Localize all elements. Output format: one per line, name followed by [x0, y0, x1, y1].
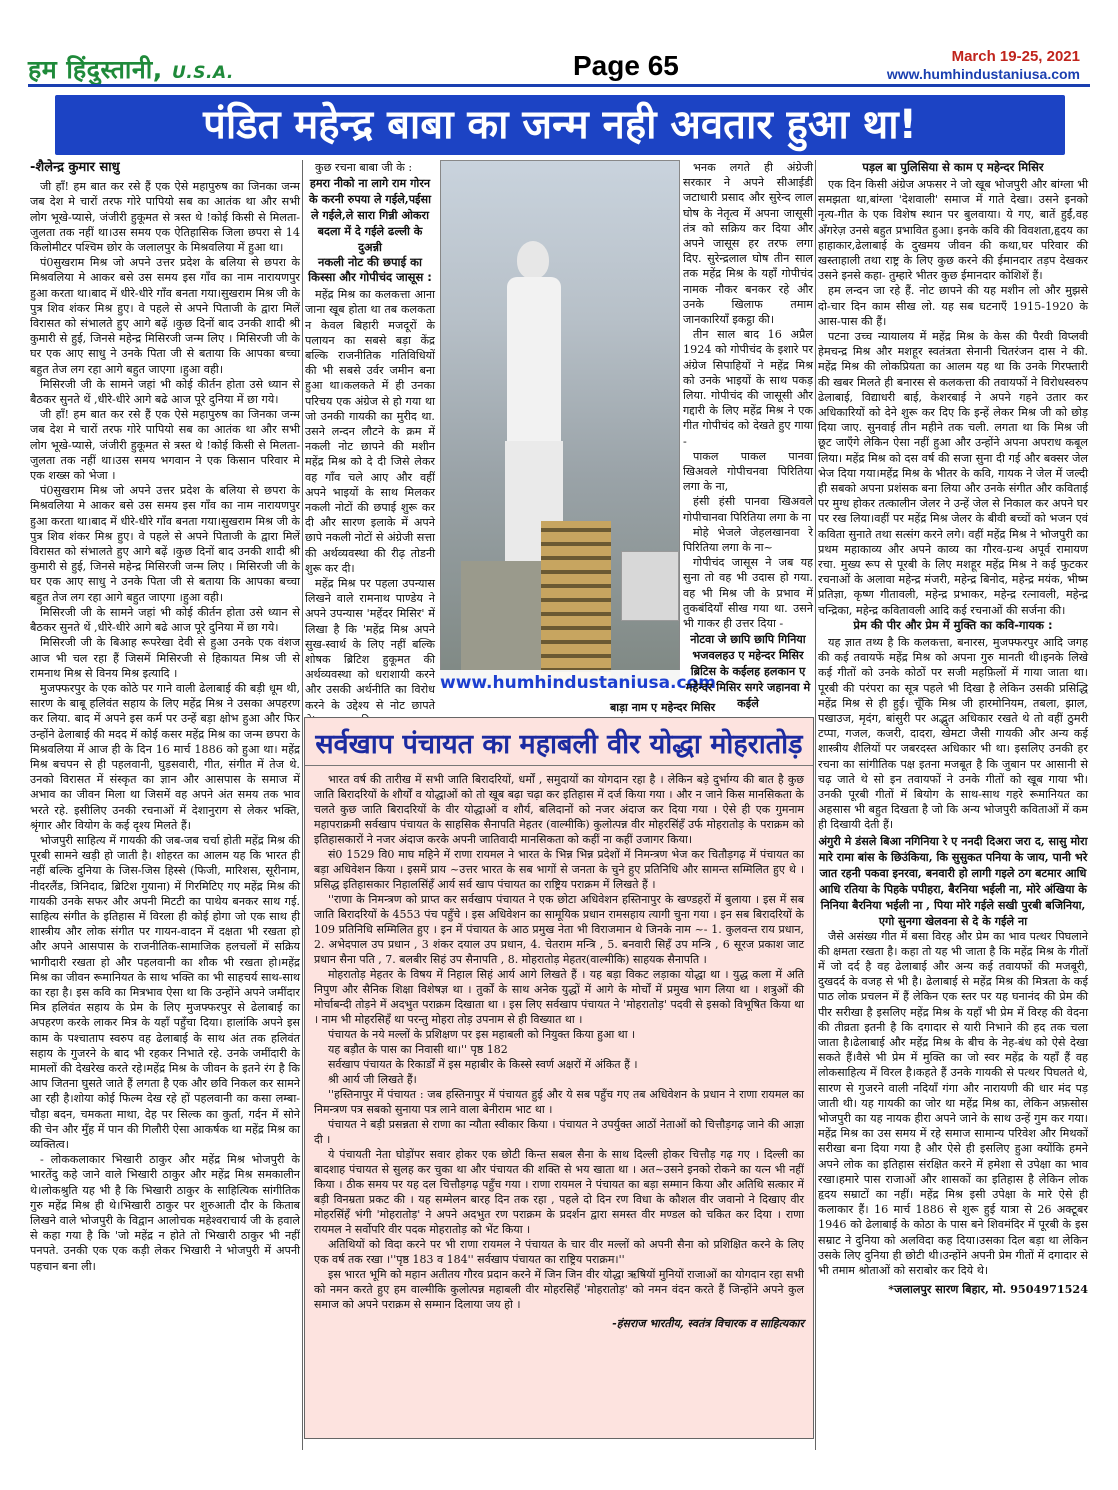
paragraph: इस भारत भूमि को महान अतीतय गौरव प्रदान करने में जिन जिन वीर योद्धा ऋषियों मुनियों राजाओं का योगदान रहा सभी को नमन करते हुए हम वाल्मीकि कुलोत्पन्न महाबली वीर मोहरसिहँ 'मोहरातोड़' को नमन वंदन करते हैं जिन्होंने अपने कुल समाज को अपने पराक्रम से सम्मान दिलाया जय हो ।	[314, 1268, 804, 1311]
paragraph: मोहे भेजले जेहलखानवा रे पिरितिया लगा के ना~	[683, 525, 813, 555]
photo-website-watermark: www.humhindustaniusa.com	[440, 670, 680, 696]
signboard	[621, 551, 679, 621]
paragraph: मुजफ्फरपुर के एक कोठे पर गाने वाली ढेलाबाई की बड़ी धूम थी, सारण के बाबू हलिवंत सहाय के लिए महेंद्र मिश्र ने उसका अपहरण कर लिया. बाद में अपने इस कर्म पर उन्हें बड़ा क्षोभ हुआ और फिर उन्होंने ढेलाबाई की मदद में कोई कसर महेंद्र मिश्र का जन्म छपरा के मिश्रवलिया में आज ही के दिन 16 मार्च 1886 को हुआ था। महेंद्र मिश्र बचपन से ही पहलवानी, घुड़सवारी, गीत, संगीत में तेज थे. उनको विरासत में संस्कृत का ज्ञान और आसपास के समाज में अभाव का जीवन मिला था जिसमें वह अपने अंत समय तक भाव भरते रहे. इसीलिए उनकी रचनाओं में देशानुराग से लेकर भक्ति, श्रृंगार और वियोग के कई दृश्य मिलते हैं।	[30, 681, 300, 832]
paragraph: पंचायत के नये मल्लों के प्रशिक्षण पर इस महाबली को नियुक्त किया हुआ था ।	[328, 1028, 636, 1041]
boxed-article	[304, 717, 814, 1439]
paragraph: भारत वर्ष की तारीख में सभी जाति बिरादरियों, धर्मों , समुदायों का योगदान रहा है । लेकिन बड़े दुर्भाग्य की बात है कुछ जाति बिरादरियों के शौर्यों व योद्धाओं को तो खूब बढ़ा चढ़ा कर इतिहास में दर्ज किया गया । और न जाने किस मानसिकता के चलते कुछ जाति बिरादरियों के वीर योद्धाओं व शौर्य, बलिदानों को नजर अंदाज कर दिया गया । ऐसे ही एक गुमनाम महापराक्रमी सर्वखाप पंचायत के साहसिक सैनापति मेहतर (वाल्मीकि) कुलोत्पन्न वीर मोहरसिंहँ उर्फ मोहरातोड़ के पराक्रम को इतिहासकारों ने नजर अंदाज करके अपनी जातिवादी मानसिकता को कहीं ना कहीं उजागर किया।	[314, 773, 804, 846]
paragraph: पंचायत ने बड़ी प्रसन्नता से राणा का न्यौता स्वीकार किया । पंचायत ने उपर्युक्त आठों नेताओं को चित्तौड़गढ़ जाने की आज्ञा दी ।	[314, 1118, 804, 1146]
column-divider	[302, 160, 303, 1450]
issue-date: March 19-25, 2021	[951, 48, 1080, 65]
article-column-2	[305, 160, 435, 712]
brand-suffix: U.S.A.	[171, 63, 234, 83]
caption-line	[305, 700, 813, 715]
poem-excerpt: अंगुरी मे डंसले बिआ नगिनिया रे ए ननदी दिअरा जरा द, सासु मोरा मारे रामा बांस के छिउंकिया, कि सुसुकत पनिया के जाय, पानी भरे जात रहनी पकवा इनरवा, बनवारी हो लागी गइले ठग बटमार आधि आधि रतिया के पिहके पपीहरा, बैरनिया भईली ना, मोरे अंखिया के निनिया बैरनिया भईली ना , पिया मोरे गईले सखी पुरबी बजिनिया, एगो सुनगा खेलवना से दे के गईले ना	[818, 833, 1088, 928]
paragraph: पं0सुखराम मिश्र जो अपने उत्तर प्रदेश के बलिया से छपरा के मिश्रवलिया मे आकर बसे उस समय इस गाँव का नाम नारायणपुर हुआ करता था।बाद में धीरे-धीरे गाँव बनता गया।सुखराम मिश्र जी के पुत्र शिव शंकर मिश्र हुए। वे पहले से अपने पिताजी के द्वारा मिलें विरासत को संभालते हुए आगे बढ़ें ।कुछ दिनों बाद उनकी शादी श्री कुमारी से हुई, जिनसे महेन्द्र मिसिरजी जन्म लिए । मिसिरजी जी के घर एक आए साधु ने उनके पिता जी से बताया कि आपका बच्चा बहुत तेज लग रहा आगे बहुत जाएगा ।हुआ वही।	[30, 256, 300, 376]
paragraph: ''राणा के निमन्त्रण को प्राप्त कर सर्वखाप पंचायत ने एक छोटा अधिवेशन हस्तिनापुर के खण्डहरों में बुलाया । इस में सब जाति बिरादरियों के 4553 पंच पहुँचे । इस अधिवेशन का सामूयिक प्रधान रामसहाय त्यागी चुना गया । इन सब बिरादरियों के 109 प्रतिनिधि सम्मिलित हुए । इन में पंचायत के आठ प्रमुख नेता भी विराजमान थे जिनके नाम ~- 1. कुलवन्त राय प्रधान, 2. अभेदपाल उप प्रधान , 3 शंकर दयाल उप प्रधान, 4. चेतराम मन्त्रि , 5. बनवारी सिहँ उप मन्त्रि , 6 सूरज प्रकाश जाट प्रधान सैना पति , 7. बलबीर सिहं उप सैनापति , 8. मोहरातोड़ मेहतर(वाल्मीकि) साहयक सैनापति ।	[314, 893, 804, 966]
article-column-3	[683, 160, 813, 711]
paragraph: तीन साल बाद 16 अप्रैल 1924 को गोपीचंद के इशारे पर अंग्रेज सिपाहियों ने महेंद्र मिश्र को उनके भाइयों के साथ पकड़ लिया. गोपीचंद की जासूसी और गद्दारी के लिए महेंद्र मिश्र ने एक गीत गोपीचंद को देखते हुए गाया -	[683, 328, 813, 448]
paragraph: यह बड़ौत के पास का निवासी था।'' पृष्ठ 182	[328, 1043, 508, 1056]
section-subheading: पड़ल बा पुलिसिया से काम ए महेन्दर मिसिर	[862, 160, 1044, 174]
paragraph: सं0 1529 वि0 माघ महिने में राणा रायमल ने भारत के भिन्न भिन्न प्रदेशों में निमन्त्रण भेज कर चितौड़गढ़ में पंचायत का बड़ा अधिवेशन किया । इसमें प्राय ~उत्तर भारत के सब भागों से जनता के चुने हुए प्रतिनिधि और सामन्त सम्मिलित हुए थे । प्रसिद्ध इतिहासकार निहालसिंहँ आर्य सर्व खाप पंचायत का राष्ट्रिय पराक्रम में लिखते हैं ।	[314, 848, 804, 891]
masthead-rule	[28, 84, 1090, 87]
section-subheading: नकली नोट की छपाई का किस्सा और गोपीचंद जासूस :	[308, 255, 432, 285]
paragraph: जी हाँ! हम बात कर रसे हैं एक ऐसे महापुरुष का जिनका जन्म जब देश मे चारों तरफ गोरे पापियो सब का आतंक था और सभी लोग भूखे-प्यासे, जंजीरी हुकूमत से त्रस्त थे !कोई किसी से मिलता-जुलता तक नहीं था।उस समय एक ऐतिहासिक जिला छपरा से 14 किलोमीटर पश्चिम छोर के जलालपुर के मिश्रवलिया में हुआ था।	[30, 180, 300, 255]
masthead	[28, 48, 1088, 88]
paragraph: मिसिरजी जी के बिआह रूपरेखा देवी से हुआ उनके एक वंशज आज भी चल रहा हैं जिसमें मिसिरजी से हिकायत मिश्र जी से रामनाथ मिश्र से विनय मिश्र इत्यादि ।	[30, 636, 300, 680]
paragraph: मोहरातोड़ मेहतर के विषय में निहाल सिहं आर्य आगे लिखते हैं । यह बड़ा विकट लड़ाका योद्धा था । युद्ध कला में अति निपुण और सैनिक शिक्षा विशेषज्ञ था । तुर्कों के साथ अनेक युद्धों में आगे के मोर्चों में प्रमुख भाग लिया था । शत्रुओं की मोर्चाबन्दी तोड़ने में अदभुत पराक्रम दिखाता था । इस लिए सर्वखाप पंचायत ने 'मोहरातोड़' पदवी से इसको विभूषित किया था । नाम भी मोहरसिहँ था परन्तु मोहरा तोड़ उपनाम से ही विख्यात था ।	[314, 968, 804, 1026]
paragraph: हंसी हंसी पानवा खिअवले गोपीचानवा पिरितिया लगा के ना	[683, 495, 813, 524]
paragraph: एक दिन किसी अंग्रेज अफसर ने जो खूब भोजपुरी और बांग्ला भी समझता था,बांग्ला 'देशवाली' समाज में गाते देखा। उसने इनको नृत्य-गीत के एक विशेष स्थान पर बुलवाया। ये गए, बातें हुईं,वह अँगरेज़ उनसे बहुत प्रभावित हुआ। इनके कवि की विवशता,हृदय का हाहाकार,ढेलाबाई के दुखमय जीवन की कथा,घर परिवार की खस्ताहाली तथा राष्ट्र के लिए कुछ करने की ईमानदार तड़प देखकर उसने इनसे कहा- तुम्हारे भीतर कुछ ईमानदार कोशिशें हैं।	[818, 178, 1088, 283]
paragraph: पाकल पाकल पानवा खिअवले गोपीचनवा पिरितिया लगा के ना,	[683, 449, 813, 494]
paragraph: - लोककलाकार भिखारी ठाकुर और महेंद्र मिश्र भोजपुरी के भारतेंदु कहे जाने वाले भिखारी ठाकुर और महेंद्र मिश्र समकालीन थे।लोकश्रुति यह भी है कि भिखारी ठाकुर के साहित्यिक सांगीतिक गुरु महेंद्र मिश्र ही थे।भिखारी ठाकुर पर शुरुआती दौर के किताब लिखने वाले भोजपुरी के विद्वान आलोचक महेश्वराचार्य जी के हवाले से कहा गया है कि 'जो महेंद्र न होते तो भिखारी ठाकुर भी नहीं पनपते. उनकी एक एक कड़ी लेकर भिखारी ने भोजपुरी में अपनी पहचान बना ली।	[30, 1153, 300, 1273]
brand-logo	[28, 52, 234, 86]
article-column-4	[818, 160, 1088, 1450]
page-headline: पंडित महेन्द्र बाबा का जन्म नही अवतार हुआ था!	[203, 102, 917, 148]
section-subheading: प्रेम की पीर और प्रेम में मुक्ति का कवि-गायक :	[853, 617, 1053, 632]
paragraph: गोपीचंद जासूस ने जब यह सुना तो वह भी उदास हो गया. वह भी मिश्र जी के प्रभाव में तुकबंदियाँ सीख गया था. उसने भी गाकर ही उत्तर दिया -	[683, 556, 813, 631]
paragraph: महेंद्र मिश्र पर पहला उपन्यास लिखने वाले रामनाथ पाण्डेय ने अपने उपन्यास 'महेंदर मिसिर' में लिखा है कि 'महेंद्र मिश्र अपने सुख-स्वार्थ के लिए नहीं बल्कि शोषक ब्रिटिश हुकूमत की अर्थव्यवस्था को धराशायी करने और उसकी अर्थनीति का विरोध करने के उद्देश्य से नोट छापते	[305, 577, 435, 712]
paragraph: महेंद्र मिश्र का कलकत्ता आना जाना खूब होता था तब कलकता न केवल बिहारी मजदूरों के पलायन का सबसे बड़ा केंद्र बल्कि राजनीतिक गतिविधियों की भी सबसे उर्वर जमीन बना हुआ था।कलकते में ही उनका परिचय एक अंग्रेज से हो गया था जो उनकी गायकी का मुरीद था. उसने लन्दन लौटने के क्रम में नकली नोट छापने की मशीन महेंद्र मिश्र को दे दी जिसे लेकर वह गाँव चले आए और वहीं अपने भाइयों के साथ मिलकर नकली नोटों की छपाई शुरू कर दी और सारण इलाके में अपने छापे नकली नोटों से अंग्रेजी सत्ता की अर्थव्यवस्था की रीढ़ तोडनी शुरू कर दी।	[305, 288, 435, 575]
article-column-1	[30, 160, 300, 1450]
paragraph: श्री आर्य जी लिखते हैं।	[328, 1073, 417, 1086]
poem-excerpt: नोटवा जे छापि छापि गिनिया भजवलहउ ए महेन्दर मिसिर ब्रिटिस के कईलह हलकान ए महेन्दर मिसिर सगरे जहानवा मे कईले	[685, 632, 811, 711]
paragraph: ये पंचायती नेता घोड़ोंपर सवार होकर एक छोटी किन्त सबल सैना के साथ दिल्ली होकर चित्तौड़ गढ़ गए । दिल्ली का बादशाह पंचायत से सुलह कर चुका था और पंचायत की शक्ति से भय खाता था । अत~उसने इनको रोकने का यत्न भी नहीं किया । ठीक समय पर यह दल चित्तौड़गढ़ पहुँच गया । राणा रायमल ने पंचायत का बड़ा सम्मान किया और अतिथि सत्कार में बड़ी विनम्रता प्रकट की । यह सम्मेलन बारह दिन तक रहा , पहले दो दिन रण विधा के कौशल वीर जवानो ने दिखाए वीर मोहरसिंहँ भंगी 'मोहरातोड़' ने अपने अदभुत रण पराक्रम के प्रदर्शन द्वारा समस्त वीर मण्डल को चकित कर दिया । राणा रायमल ने सर्वोपरि वीर पदक मोहरातोड़ को भेंट किया ।	[314, 1148, 804, 1236]
paragraph: यह ज्ञात तथ्य है कि कलकत्ता, बनारस, मुजफ्फरपुर आदि जगह की कई तवायफें महेंद्र मिश्र को अपना गुरु मानती थी।इनके लिखे कई गीतों को उनके कोठों पर सजी महफ़िलों में गाया जाता था। पूरबी की परंपरा का सूत्र पहले भी दिखा है लेकिन उसकी प्रसिद्धि महेंद्र मिश्र से ही हुई। चूँकि मिश्र जी हारमोनियम, तबला, झाल, पखाउज, मृदंग, बांसुरी पर अद्भुत अधिकार रखते थे तो वहीं ठुमरी टप्पा, गजल, कजरी, दादरा, खेमटा जैसी गायकी और अन्य कई शास्त्रीय शैलियों पर जबरदस्त अधिकार भी था। इसलिए उनकी हर रचना का सांगीतिक पक्ष इतना मजबूत है कि जुबान पर आसानी से चढ़ जाते थे सो इन तवायफों ने उनके गीतों को खूब गाया भी। उनकी पूरबी गीतों में बियोग के साथ-साथ गहरे रूमानियत का अहसास भी बहुत दिखता है जो कि अन्य भोजपुरी कविताओं में कम ही दिखायी देती हैं।	[818, 635, 1088, 832]
statue-photo	[440, 160, 680, 685]
paragraph: कुछ रचना बाबा जी के :	[315, 161, 413, 174]
caption-tail: बाड़ा नाम ए महेन्दर मिसिर	[610, 701, 716, 714]
issue-website-link[interactable]: www.humhindustaniusa.com	[886, 66, 1080, 82]
paragraph: सर्वखाप पंचायत के रिकार्डों में इस महाबीर के किस्से स्वर्ण अक्षरों में अंकित हैं ।	[328, 1058, 638, 1071]
poem-excerpt: हमरा नीको ना लागे राम गोरन के करनी रुपया ले गईले,पईसा ले गईले,ले सारा गिन्नी ओकरा बदला में दे गईले ढल्ली के दुअन्नी	[308, 176, 432, 255]
statue-head	[517, 241, 549, 279]
paragraph: पटना उच्च न्यायालय में महेंद्र मिश्र के केस की पैरवी विप्लवी हेमचन्द्र मिश्र और मशहूर स्वतंत्रता सेनानी चितरंजन दास ने की. महेंद्र मिश्र की लोकप्रियता का आलम यह था कि उनके गिरफ्तारी की खबर मिलते ही बनारस से कलकत्ता की तवायफों ने विरोधस्वरुप ढेलाबाई, विद्याधरी बाई, केशरबाई ने अपने गहने उतार कर अधिकारियों को देने शुरू कर दिए कि इन्हें लेकर मिश्र जी को छोड़ दिया जाए. सुनवाई तीन महीने तक चली. लगता था कि मिश्र जी छूट जाएँगे लेकिन ऐसा नहीं हुआ और उन्होंने अपना अपराध कबूल लिया। महेंद्र मिश्र को दस वर्ष की सजा सुना दी गई और बक्सर जेल भेज दिया गया।महेंद्र मिश्र के भीतर के कवि, गायक ने जेल में जल्दी ही सबको अपना प्रशंसक बना लिया और उनके संगीत और कविताई पर मुग्ध होकर तत्कालीन जेलर ने उन्हें जेल से निकाल कर अपने घर पर रख लिया।वहीं पर महेंद्र मिश्र जेलर के बीवी बच्चों को भजन एवं कविता सुनाते तथा सत्संग करने लगे। वहीं महेंद्र मिश्र ने भोजपुरी का प्रथम महाकाव्य और अपने काव्य का गौरव-ग्रन्थ अपूर्व रामायण रचा. मुख्य रूप से पूरबी के लिए मशहूर महेंद्र मिश्र ने कई फुटकर रचनाओं के अलावा महेन्द्र मंजरी, महेन्द्र बिनोद, महेन्द्र मयंक, भीष्म प्रतिज्ञा, कृष्ण गीतावली, महेन्द्र प्रभाकर, महेन्द्र रत्नावली, महेन्द्र चन्द्रिका, महेन्द्र कवितावली आदि कई रचनाओं की सर्जना की।	[818, 330, 1088, 617]
paragraph: मिसिरजी जी के सामने जहां भी कोई कीर्तन होता उसे ध्यान से बैठकर सुनते थें ,धीरे-धीरे आगे बढे आज पूरे दुनिया में छा गये।	[30, 377, 300, 407]
column-divider	[815, 160, 816, 1450]
statue-body	[507, 277, 561, 447]
page-number: Page 65	[573, 50, 679, 81]
paragraph: हम लन्दन जा रहे हैं. नोट छापने की यह मशीन लो और मुझसे दो-चार दिन काम सीख लो. यह सब घटनाएँ 1915-1920 के आस-पास की हैं।	[818, 284, 1088, 328]
boxed-article-body	[305, 766, 813, 1337]
boxed-article-signature: -हंसराज भारतीय, स्वतंत्र विचारक व साहित्यकार	[612, 1317, 804, 1330]
paragraph: जैसे असंख्य गीत में बसा विरह और प्रेम का भाव पत्थर पिघलाने की क्षमता रखता है। कहा तो यह भी जाता है कि महेंद्र मिश्र के गीतों में जो दर्द है वह ढेलाबाई और अन्य कई तवायफों की मजबूरी, दुखदर्द के वजह से भी है। ढेलाबाई से महेंद्र मिश्र की मित्रता के कई पाठ लोक प्रचलन में हैं लेकिन एक स्तर पर यह घनानंद की प्रेम की पीर सरीखा है इसलिए महेंद्र मिश्र के यहाँ भी प्रेम में विरह की वेदना की तीव्रता इतनी है कि दगादार से यारी निभाने की हद तक चला जाता है।ढेलाबाई और महेंद्र मिश्र के बीच के नेह-बंध को ऐसे देखा सकते हैं।वैसे भी प्रेम में मुक्ति का जो स्वर महेंद्र के यहाँ हैं वह लोकसाहित्य में विरल है।कहते हैं उनके गायकी से पत्थर पिघलते थे, सारण से गुजरने वाली नदियाँ गंगा और नारायणी की धार मंद पड़ जाती थी। यह गायकी का जोर था महेंद्र मिश्र का, लेकिन अफ़सोस भोजपुरी का यह नायक हीरा अपने जाने के साथ उन्हें गुम कर गया।महेंद्र मिश्र का उस समय में रहे समाज सामान्य परिवेश और मिथकों सरीखा बना दिया गया है और ऐसे ही इसलिए हुआ क्योंकि हमने अपने लोक का इतिहास संरक्षित करने में हमेशा से उपेक्षा का भाव रखा।हमारे पास राजाओं और शासकों का इतिहास है लेकिन लोक हृदय सम्राटों का नहीं। महेंद्र मिश्र इसी उपेक्षा के मारे ऐसे ही कलाकार हैं। 16 मार्च 1886 से शुरू हुई यात्रा से 26 अक्टूबर 1946 को ढेलाबाई के कोठा के पास बने शिवमंदिर में पूरबी के इस सम्राट ने दुनिया को अलविदा कह दिया।उसका दिल बड़ा था लेकिन उसके लिए दुनिया ही छोटी थी।उन्होंने अपनी प्रेम गीतों में दगादार से भी तमाम श्रोताओं को सराबोर कर दिये थे।	[818, 929, 1088, 1277]
paragraph: ''हस्तिनापुर में पंचायत : जब हस्तिनापुर में पंचायत हुई और ये सब पहुँच गए तब अधिवेशन के प्रधान ने राणा रायमल का निमन्त्रण पत्र सबको सुनाया पत्र लाने वाला बेनीराम भाट था ।	[314, 1088, 804, 1116]
paragraph: जी हाँ! हम बात कर रसे हैं एक ऐसे महापुरुष का जिनका जन्म जब देश मे चारों तरफ गोरे पापियो सब का आतंक था और सभी लोग भूखे-प्यासे, जंजीरी हुकूमत से त्रस्त थे !कोई किसी से मिलता-जुलता तक नहीं था।उस समय भगवान ने एक किसान परिवार मे एक शख्स को भेजा ।	[30, 408, 300, 483]
paragraph: मिसिरजी जी के सामने जहां भी कोई कीर्तन होता उसे ध्यान से बैठकर सुनते थें ,धीरे-धीरे आगे बढे आज पूरे दुनिया में छा गये।	[30, 605, 300, 635]
author-signature: *जलालपुर सारण बिहार, मो. 9504971524	[888, 1282, 1088, 1297]
paragraph: भनक लगते ही अंग्रेजी सरकार ने अपने सीआईडी जटाधारी प्रसाद और सुरेन्द लाल घोष के नेतृत्व में अपना जासूसी तंत्र को सक्रिय कर दिया और अपने जासूस हर तरफ लगा दिए. सुरेन्द्रलाल घोष तीन साल तक महेंद्र मिश्र के यहाँ गोपीचंद नामक नौकर बनकर रहे और उनके खिलाफ तमाम जानकारियाँ इकट्ठा की।	[683, 161, 813, 327]
paragraph: भोजपुरी साहित्य में गायकी की जब-जब चर्चा होती महेंद्र मिश्र की पूरबी सामने खड़ी हो जाती है। शोहरत का आलम यह कि भारत ही नहीं बल्कि दुनिया के जिस-जिस हिस्से (फिजी, मारिशस, सूरीनाम, नीदरलैंड, त्रिनिदाद, ब्रिटिश गुयाना) में गिरमिटिए गए महेंद्र मिश्र की गायकी उनके सफर और अपनी मिटटी का पाथेय बनकर साथ गई. साहित्य संगीत के इतिहास में विरला ही कोई होगा जो एक साथ ही शास्त्रीय और लोक संगीत पर गायन-वादन में दक्षता भी रखता हो और अपने आसपास के राजनीतिक-सामाजिक हलचलों में सक्रिय भागीदारी रखता हो और पहलवानी का शौक भी रखता हो।महेंद्र मिश्र का जीवन रूमानियत के साथ भक्ति का भी साहचर्य साथ-साथ का रहा है। इस कवि का मित्रभाव ऐसा था कि उन्होंने अपने जमींदार मित्र हलिवंत सहाय के प्रेम के लिए मुजफ्फरपुर से ढेलाबाई का अपहरण करके लाकर मित्र के यहाँ पहुँचा दिया। हालांकि अपने इस काम के पश्चाताप स्वरुप वह ढेलाबाई के साथ अंत तक हलिवंत सहाय के गुजरने के बाद भी रहकर निभाते रहे. उनके जमींदारी के मामलों की देखरेख करते रहे।महेंद्र मिश्र के जीवन के इतने रंग है कि आप जितना घुसते जाते हैं लगता है एक और छवि निकल कर सामने आ रही है।शोया कोई फिल्म देख रहे हों पहलवानी का कसा लम्बा-चौड़ा बदन, चमकता माथा, देह पर सिल्क का कुर्ता, गर्दन में सोने की चेन और मुँह में पान की गिलौरी ऐसा आकर्षक था महेंद्र मिश्र का व्यक्तित्व।	[30, 833, 300, 1151]
byline: -शैलेन्द्र कुमार साधु	[30, 160, 120, 175]
boxed-article-title: सर्वखाप पंचायत का महाबली वीर योद्धा मोहरातोड़	[305, 718, 813, 766]
staircase	[541, 521, 611, 686]
brand-name: हम हिंदुस्तानी,	[28, 55, 163, 84]
paragraph: अतिथियों को विदा करने पर भी राणा रायमल ने पंचायत के चार वीर मल्लों को अपनी सैना को प्रशिक्षित करने के लिए एक वर्ष तक रखा ।''पृष्ठ 183 व 184'' सर्वखाप पंचायत का राष्ट्रिय पराक्रम।''	[314, 1238, 804, 1266]
paragraph: पं0सुखराम मिश्र जो अपने उत्तर प्रदेश के बलिया से छपरा के मिश्रवलिया मे आकर बसे उस समय इस गाँव का नाम नारायणपुर हुआ करता था।बाद में धीरे-धीरे गाँव बनता गया।सुखराम मिश्र जी के पुत्र शिव शंकर मिश्र हुए। वे पहले से अपने पिताजी के द्वारा मिलें विरासत को संभालते हुए आगे बढ़ें ।कुछ दिनों बाद उनकी शादी श्री कुमारी से हुई, जिनसे महेन्द्र मिसिरजी जन्म लिए । मिसिरजी जी के घर एक आए साधु ने उनके पिता जी से बताया कि आपका बच्चा बहुत तेज लग रहा आगे बहुत जाएगा ।हुआ वही।	[30, 484, 300, 604]
headline-banner	[55, 95, 1065, 155]
